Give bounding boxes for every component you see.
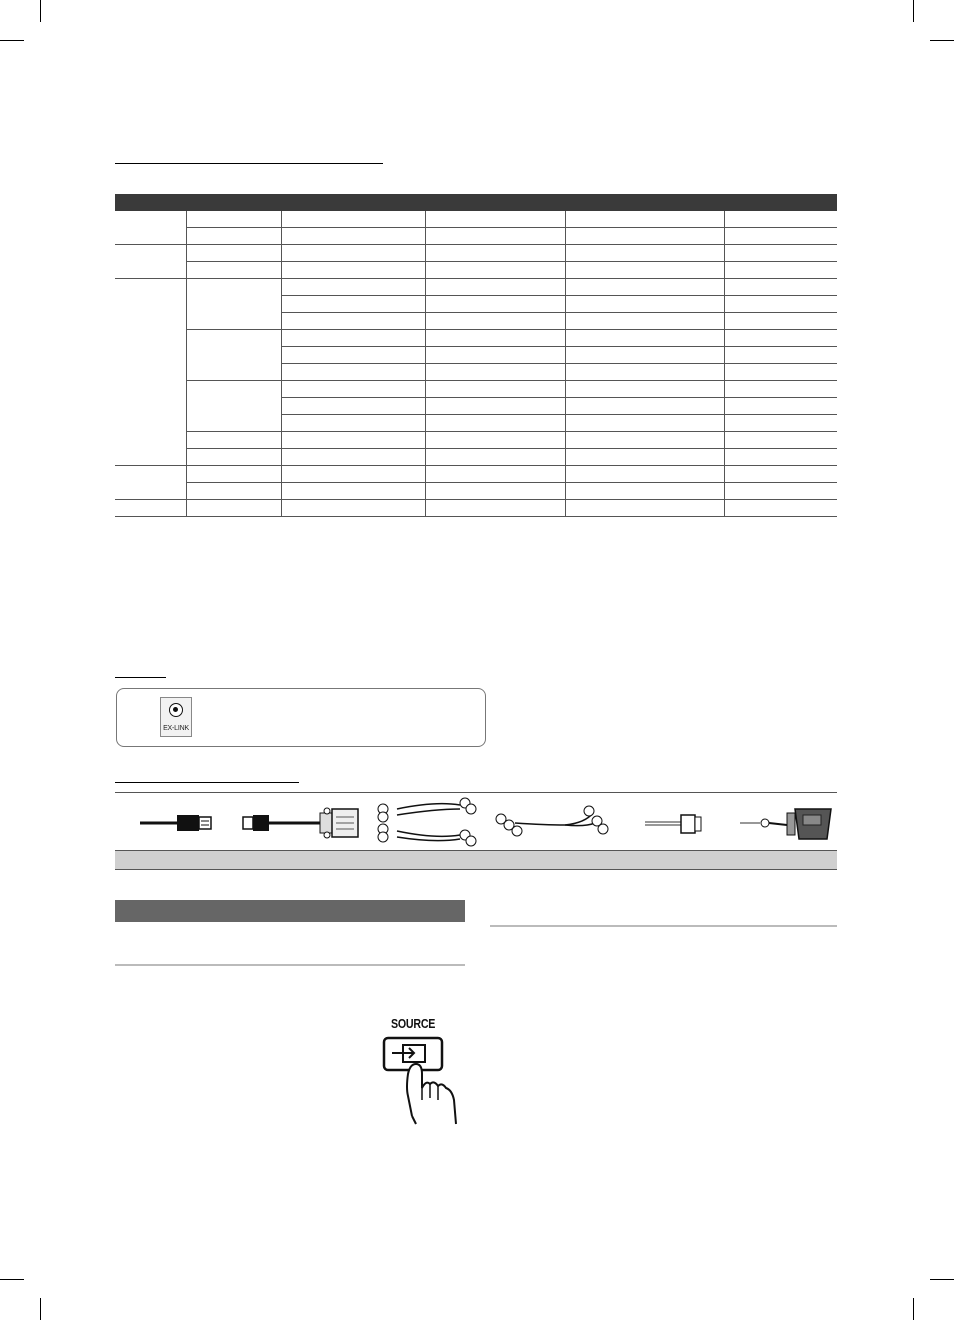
crop-mark (0, 40, 24, 41)
right-subheading-rule (490, 925, 837, 927)
crop-mark (0, 1279, 24, 1280)
crop-mark (913, 0, 914, 22)
table-row (115, 245, 837, 262)
source-button-press-icon (378, 1034, 464, 1126)
cable-names-bar (115, 850, 837, 870)
crop-mark (40, 1298, 41, 1320)
table-header-row (115, 194, 837, 211)
cables-top-rule (115, 792, 837, 793)
hdmi-to-dvi-cable-icon (243, 808, 358, 838)
crop-mark (930, 1279, 954, 1280)
display-mode-table (115, 194, 837, 517)
table-row (115, 466, 837, 483)
exlink-heading-rule (115, 677, 166, 678)
table-row (115, 483, 837, 500)
crop-mark (913, 1298, 914, 1320)
coaxial-rf-cable-icon (645, 815, 701, 833)
table-row (115, 211, 837, 228)
left-subheading-rule (115, 964, 465, 966)
table-row (115, 500, 837, 517)
ex-link-port-icon (169, 703, 183, 717)
composite-av-cable-icon (496, 806, 608, 836)
cables-illustration (115, 795, 837, 849)
crop-mark (930, 40, 954, 41)
table-row (115, 262, 837, 279)
ex-link-jack-icon (160, 697, 192, 737)
source-button-label: SOURCE (391, 1016, 436, 1031)
table-row (115, 228, 837, 245)
component-cable-icon (378, 798, 476, 846)
table-row (115, 279, 837, 296)
ex-link-label: EX-LINK (163, 725, 189, 732)
hdmi-cable-icon (140, 815, 211, 831)
cables-heading-rule (115, 782, 299, 783)
table-row (115, 330, 837, 347)
section-title-bar (115, 900, 465, 922)
crop-mark (40, 0, 41, 22)
table-row (115, 449, 837, 466)
d-sub-pc-cable-icon (740, 809, 831, 839)
table-row (115, 432, 837, 449)
section-heading-rule (115, 163, 383, 164)
table-row (115, 381, 837, 398)
